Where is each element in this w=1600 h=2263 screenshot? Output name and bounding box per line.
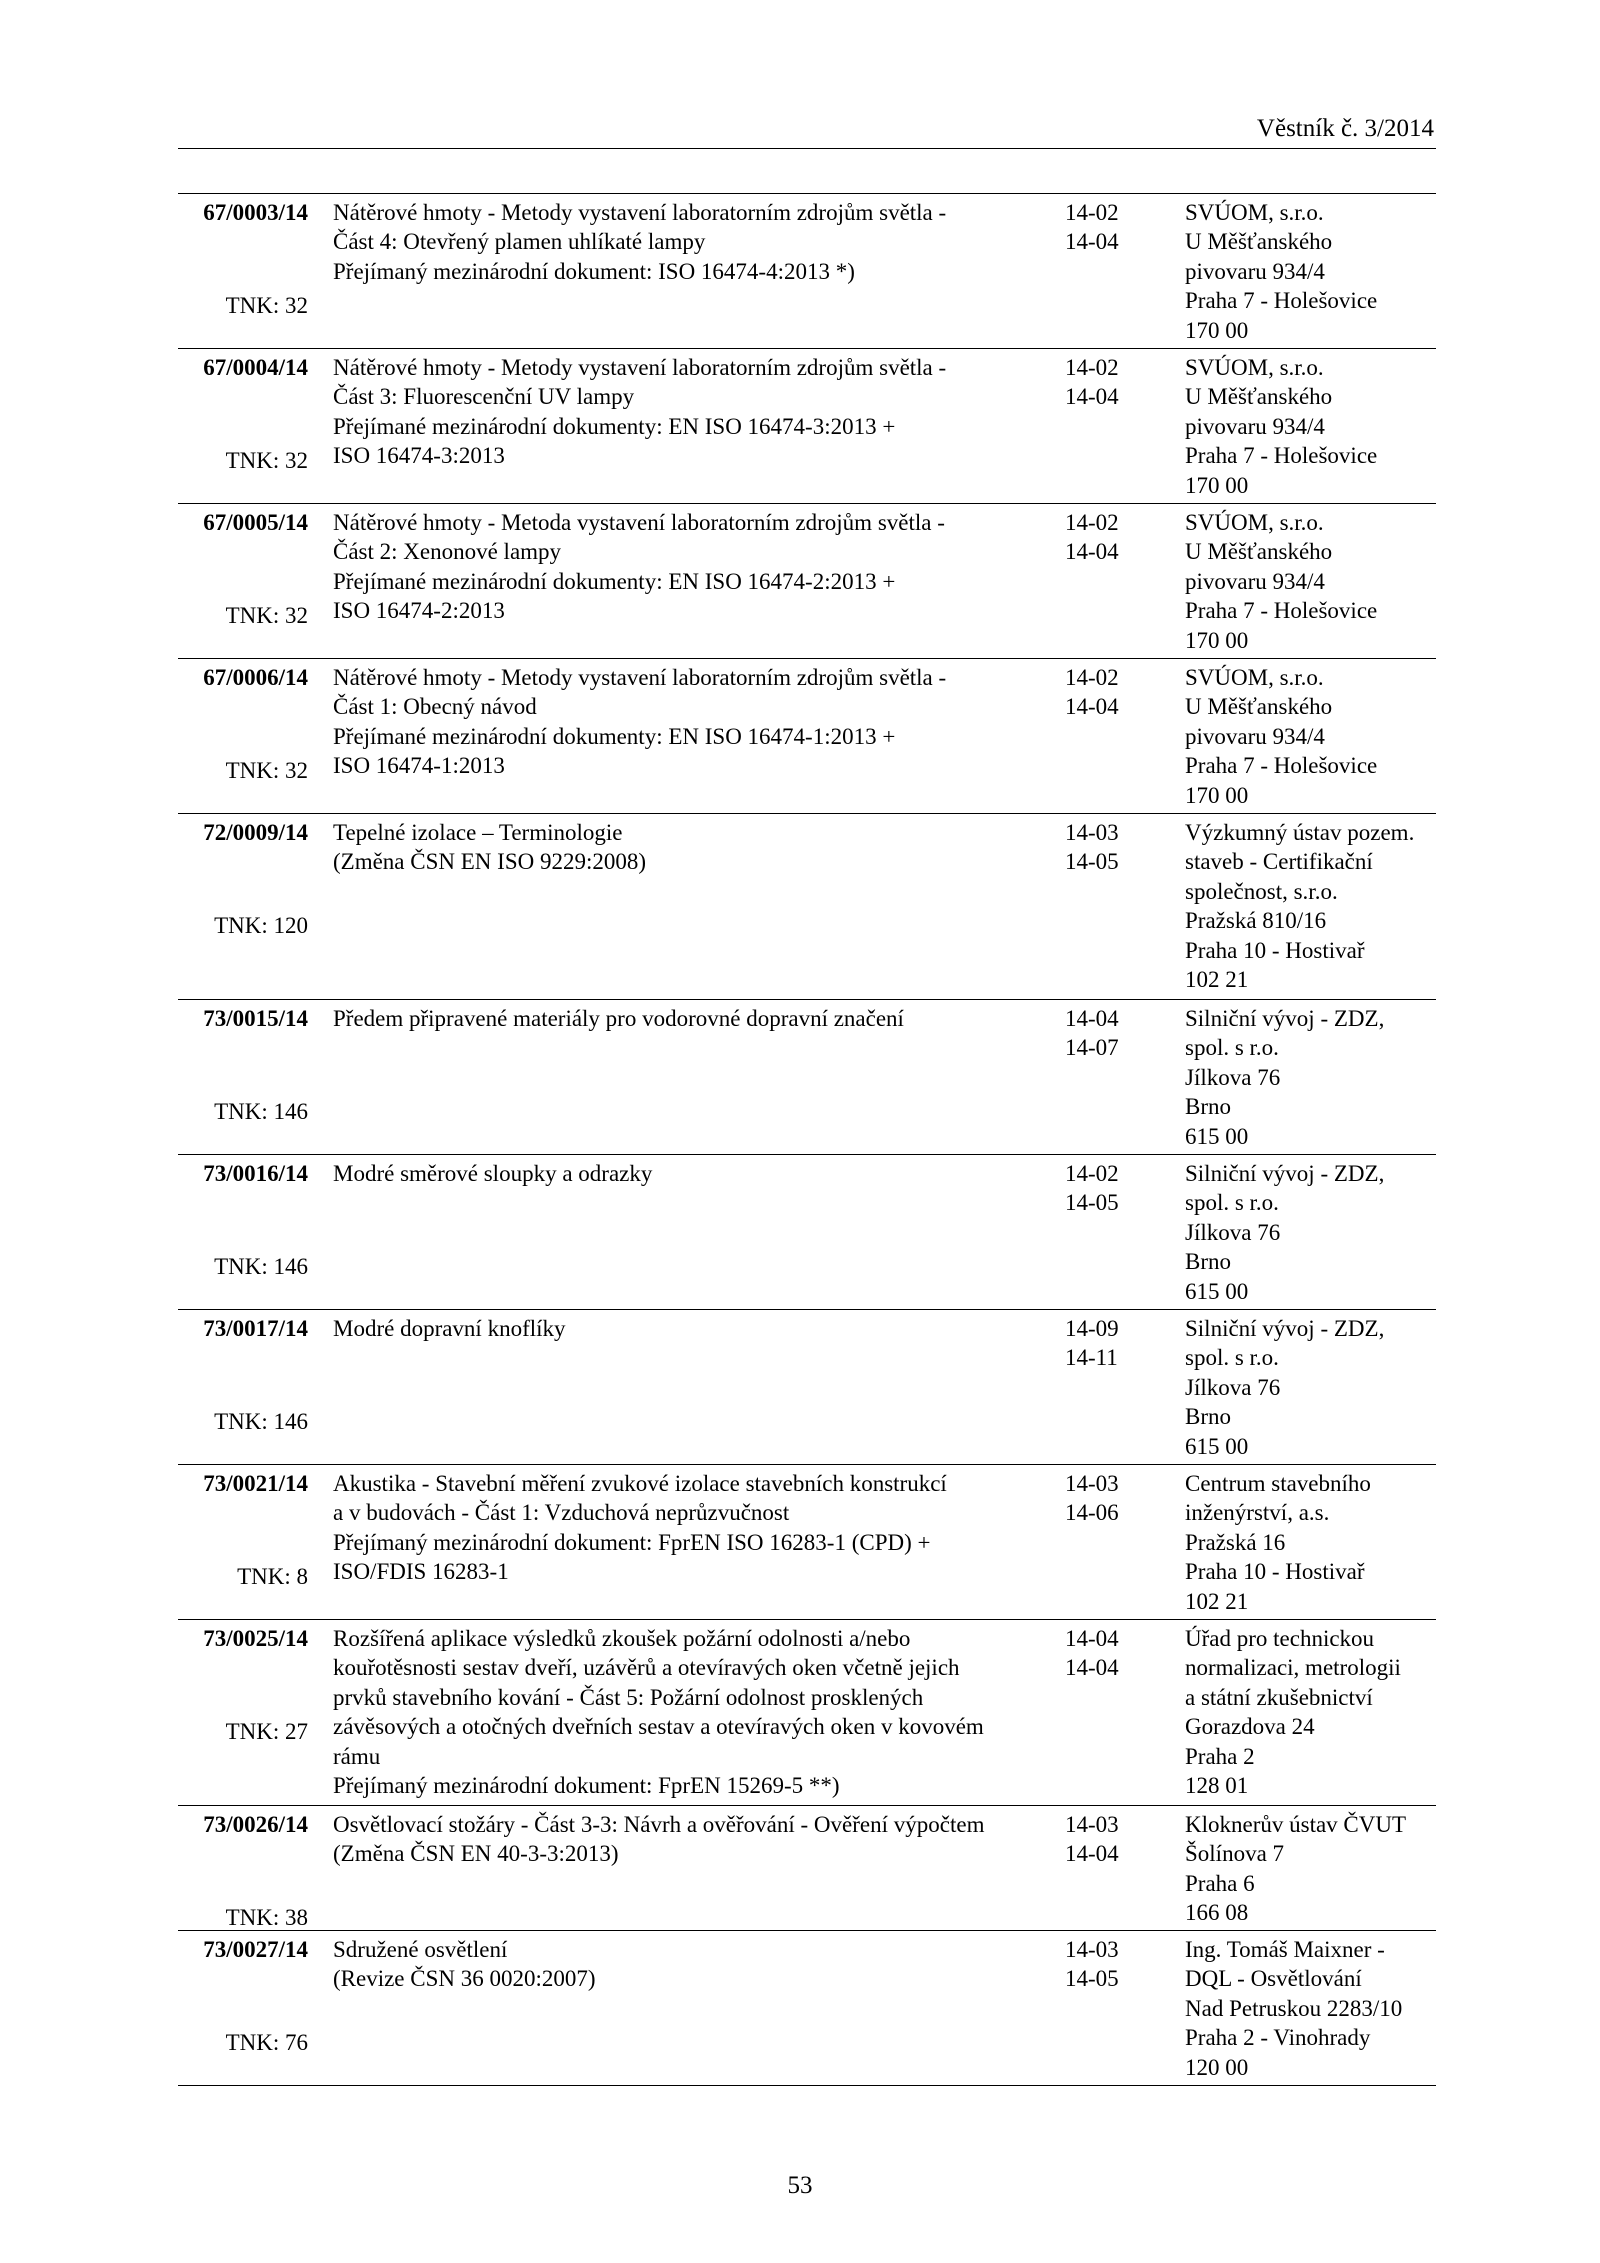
date-value: 14-05 — [1065, 1190, 1119, 1216]
contact-line: Praha 2 — [1185, 1743, 1255, 1769]
code-cell — [178, 508, 308, 628]
title-line: Nátěrové hmoty - Metoda vystavení laboratorním zdrojům světla - — [333, 510, 945, 535]
table-row — [178, 814, 1436, 1000]
title-line: rámu — [333, 1743, 381, 1769]
dates-cell — [1065, 508, 1165, 567]
code-cell — [178, 1159, 308, 1279]
code-cell — [178, 818, 308, 938]
contact-line: pivovaru 934/4 — [1185, 258, 1325, 284]
table-row — [178, 1931, 1436, 2086]
contact-line: Praha 7 - Holešovice — [1185, 443, 1378, 469]
contact-line: U Měšťanského — [1185, 694, 1333, 720]
contact-line: 166 08 — [1185, 1900, 1249, 1926]
dates-cell — [1065, 198, 1165, 257]
date-value: 14-09 — [1065, 1316, 1119, 1341]
title-cell — [333, 1314, 1033, 1343]
title-line: Přejímaný mezinárodní dokument: FprEN 15269-5 **) — [333, 1773, 840, 1799]
contact-line: Praha 10 - Hostivař — [1185, 937, 1365, 963]
title-line: (Revize ČSN 36 0020:2007) — [333, 1966, 596, 1992]
contact-cell — [1185, 1624, 1435, 1800]
tnk-label: TNK: 146 — [214, 1099, 308, 1124]
tnk-label: TNK: 76 — [225, 2030, 308, 2055]
contact-line: Praha 10 - Hostivař — [1185, 1559, 1365, 1585]
dates-cell — [1065, 1314, 1165, 1373]
table-row — [178, 659, 1436, 814]
date-value: 14-04 — [1065, 1006, 1119, 1031]
title-line: (Změna ČSN EN 40-3-3:2013) — [333, 1841, 619, 1867]
contact-cell — [1185, 1159, 1435, 1306]
contact-line: U Měšťanského — [1185, 539, 1333, 565]
table-row — [178, 1465, 1436, 1620]
tnk-label: TNK: 32 — [225, 758, 308, 783]
contact-line: 170 00 — [1185, 317, 1249, 343]
date-value: 14-06 — [1065, 1500, 1119, 1526]
title-line: Sdružené osvětlení — [333, 1937, 508, 1962]
contact-line: Centrum stavebního — [1185, 1471, 1371, 1496]
code-cell — [178, 1624, 308, 1744]
title-cell — [333, 1935, 1033, 1994]
table-row — [178, 1806, 1436, 1931]
title-cell — [333, 1624, 1033, 1800]
dates-cell — [1065, 1624, 1165, 1683]
contact-line: pivovaru 934/4 — [1185, 568, 1325, 594]
title-cell — [333, 198, 1033, 286]
contact-line: inženýrství, a.s. — [1185, 1500, 1330, 1526]
contact-line: 615 00 — [1185, 1278, 1249, 1304]
title-line: Přejímaný mezinárodní dokument: ISO 16474-4:2013 *) — [333, 258, 855, 284]
contact-line: 170 00 — [1185, 782, 1249, 808]
contact-line: Silniční vývoj - ZDZ, — [1185, 1316, 1385, 1341]
title-cell — [333, 1469, 1033, 1587]
contact-line: U Měšťanského — [1185, 229, 1333, 255]
tnk-label: TNK: 146 — [214, 1254, 308, 1279]
date-value: 14-03 — [1065, 1937, 1119, 1962]
dates-cell — [1065, 1935, 1165, 1994]
title-line: závěsových a otočných dveřních sestav a otevíravých oken v kovovém — [333, 1714, 984, 1740]
contact-cell — [1185, 1935, 1435, 2082]
contact-line: SVÚOM, s.r.o. — [1185, 665, 1324, 690]
dates-cell — [1065, 1004, 1165, 1063]
contact-line: DQL - Osvětlování — [1185, 1966, 1362, 1992]
standard-code: 72/0009/14 — [203, 820, 308, 845]
standard-code: 73/0027/14 — [203, 1937, 308, 1962]
contact-line: spol. s r.o. — [1185, 1035, 1279, 1061]
code-cell — [178, 663, 308, 783]
contact-line: pivovaru 934/4 — [1185, 413, 1325, 439]
contact-line: 615 00 — [1185, 1433, 1249, 1459]
contact-line: Kloknerův ústav ČVUT — [1185, 1812, 1407, 1837]
contact-line: spol. s r.o. — [1185, 1190, 1279, 1216]
contact-line: Brno — [1185, 1094, 1231, 1120]
title-line: (Změna ČSN EN ISO 9229:2008) — [333, 849, 647, 875]
code-cell — [178, 1935, 308, 2055]
date-value: 14-02 — [1065, 665, 1119, 690]
title-line: kouřotěsnosti sestav dveří, uzávěrů a otevíravých oken včetně jejich — [333, 1655, 960, 1681]
standard-code: 73/0026/14 — [203, 1812, 308, 1837]
title-line: prvků stavebního kování - Část 5: Požární odolnost prosklených — [333, 1684, 924, 1710]
contact-line: Praha 7 - Holešovice — [1185, 753, 1378, 779]
title-cell — [333, 1004, 1033, 1033]
contact-line: 128 01 — [1185, 1773, 1249, 1799]
title-line: Akustika - Stavební měření zvukové izolace stavebních konstrukcí — [333, 1471, 947, 1496]
code-cell — [178, 198, 308, 318]
contact-line: 102 21 — [1185, 967, 1249, 993]
date-value: 14-04 — [1065, 1655, 1119, 1681]
contact-line: 102 21 — [1185, 1588, 1249, 1614]
contact-cell — [1185, 1810, 1435, 1928]
contact-line: SVÚOM, s.r.o. — [1185, 200, 1324, 225]
title-line: Část 2: Xenonové lampy — [333, 539, 562, 565]
contact-cell — [1185, 818, 1435, 994]
standard-code: 73/0017/14 — [203, 1316, 308, 1341]
contact-line: 170 00 — [1185, 627, 1249, 653]
date-value: 14-04 — [1065, 1626, 1119, 1651]
contact-cell — [1185, 353, 1435, 500]
title-line: Nátěrové hmoty - Metody vystavení laboratorním zdrojům světla - — [333, 355, 947, 380]
dates-cell — [1065, 353, 1165, 412]
page-header — [178, 108, 1436, 149]
table-row — [178, 1310, 1436, 1465]
title-line: Přejímané mezinárodní dokumenty: EN ISO 16474-1:2013 + — [333, 723, 896, 749]
title-line: Nátěrové hmoty - Metody vystavení laboratorním zdrojům světla - — [333, 200, 947, 225]
date-value: 14-04 — [1065, 694, 1119, 720]
code-cell — [178, 353, 308, 473]
contact-line: spol. s r.o. — [1185, 1345, 1279, 1371]
contact-cell — [1185, 198, 1435, 345]
title-line: Část 1: Obecný návod — [333, 694, 537, 720]
title-line: ISO 16474-1:2013 — [333, 753, 505, 779]
title-line: Modré směrové sloupky a odrazky — [333, 1161, 653, 1186]
title-line: ISO/FDIS 16283-1 — [333, 1559, 509, 1585]
contact-line: Praha 7 - Holešovice — [1185, 288, 1378, 314]
tnk-label: TNK: 32 — [225, 448, 308, 473]
contact-line: 120 00 — [1185, 2054, 1249, 2080]
tnk-label: TNK: 32 — [225, 293, 308, 318]
title-cell — [333, 818, 1033, 877]
contact-line: staveb - Certifikační — [1185, 849, 1373, 875]
contact-line: Gorazdova 24 — [1185, 1714, 1315, 1740]
title-line: Přejímané mezinárodní dokumenty: EN ISO 16474-2:2013 + — [333, 568, 896, 594]
contact-line: Jílkova 76 — [1185, 1219, 1281, 1245]
date-value: 14-11 — [1065, 1345, 1118, 1371]
code-cell — [178, 1810, 308, 1930]
table-row — [178, 194, 1436, 349]
journal-title: Věstník č. 3/2014 — [1256, 115, 1434, 142]
title-cell — [333, 508, 1033, 626]
title-cell — [333, 1159, 1033, 1188]
title-line: Modré dopravní knoflíky — [333, 1316, 566, 1341]
title-line: Tepelné izolace – Terminologie — [333, 820, 623, 845]
contact-line: Brno — [1185, 1404, 1231, 1430]
dates-cell — [1065, 818, 1165, 877]
tnk-label: TNK: 146 — [214, 1409, 308, 1434]
title-cell — [333, 663, 1033, 781]
title-cell — [333, 353, 1033, 471]
dates-cell — [1065, 1159, 1165, 1218]
date-value: 14-03 — [1065, 820, 1119, 845]
title-line: a v budovách - Část 1: Vzduchová neprůzvučnost — [333, 1500, 790, 1526]
table-row — [178, 504, 1436, 659]
tnk-label: TNK: 27 — [225, 1719, 308, 1744]
table-row — [178, 1000, 1436, 1155]
date-value: 14-02 — [1065, 200, 1119, 225]
contact-line: pivovaru 934/4 — [1185, 723, 1325, 749]
contact-line: společnost, s.r.o. — [1185, 878, 1338, 904]
contact-line: Praha 7 - Holešovice — [1185, 598, 1378, 624]
contact-line: Šolínova 7 — [1185, 1841, 1285, 1867]
dates-cell — [1065, 1469, 1165, 1528]
contact-cell — [1185, 1004, 1435, 1151]
contact-cell — [1185, 1469, 1435, 1616]
title-line: ISO 16474-2:2013 — [333, 598, 505, 624]
title-line: Nátěrové hmoty - Metody vystavení laboratorním zdrojům světla - — [333, 665, 947, 690]
tnk-label: TNK: 38 — [225, 1905, 308, 1930]
dates-cell — [1065, 663, 1165, 722]
standard-code: 73/0016/14 — [203, 1161, 308, 1186]
contact-line: Brno — [1185, 1249, 1231, 1275]
tnk-label: TNK: 120 — [214, 913, 308, 938]
date-value: 14-05 — [1065, 849, 1119, 875]
dates-cell — [1065, 1810, 1165, 1869]
contact-cell — [1185, 1314, 1435, 1461]
date-value: 14-07 — [1065, 1035, 1119, 1061]
title-line: Přejímané mezinárodní dokumenty: EN ISO 16474-3:2013 + — [333, 413, 896, 439]
date-value: 14-02 — [1065, 510, 1119, 535]
title-line: ISO 16474-3:2013 — [333, 443, 505, 469]
standard-code: 67/0006/14 — [203, 665, 308, 690]
date-value: 14-04 — [1065, 384, 1119, 410]
contact-line: Pražská 16 — [1185, 1529, 1286, 1555]
title-line: Část 3: Fluorescenční UV lampy — [333, 384, 635, 410]
title-line: Přejímaný mezinárodní dokument: FprEN ISO 16283-1 (CPD) + — [333, 1529, 931, 1555]
contact-line: Ing. Tomáš Maixner - — [1185, 1937, 1385, 1962]
date-value: 14-02 — [1065, 1161, 1119, 1186]
date-value: 14-02 — [1065, 355, 1119, 380]
title-line: Předem připravené materiály pro vodorovné dopravní značení — [333, 1006, 904, 1031]
contact-line: 170 00 — [1185, 472, 1249, 498]
tnk-label: TNK: 32 — [225, 603, 308, 628]
contact-cell — [1185, 508, 1435, 655]
contact-line: 615 00 — [1185, 1123, 1249, 1149]
contact-cell — [1185, 663, 1435, 810]
standard-code: 73/0021/14 — [203, 1471, 308, 1496]
standards-table — [178, 193, 1436, 2086]
contact-line: SVÚOM, s.r.o. — [1185, 510, 1324, 535]
date-value: 14-03 — [1065, 1471, 1119, 1496]
date-value: 14-05 — [1065, 1966, 1119, 1992]
contact-line: Silniční vývoj - ZDZ, — [1185, 1161, 1385, 1186]
contact-line: Jílkova 76 — [1185, 1064, 1281, 1090]
contact-line: U Měšťanského — [1185, 384, 1333, 410]
contact-line: Praha 6 — [1185, 1870, 1255, 1896]
standard-code: 73/0015/14 — [203, 1006, 308, 1031]
contact-line: Úřad pro technickou — [1185, 1626, 1375, 1651]
code-cell — [178, 1004, 308, 1124]
standard-code: 73/0025/14 — [203, 1626, 308, 1651]
standard-code: 67/0005/14 — [203, 510, 308, 535]
standard-code: 67/0003/14 — [203, 200, 308, 225]
contact-line: Praha 2 - Vinohrady — [1185, 2025, 1371, 2051]
table-row — [178, 1155, 1436, 1310]
contact-line: Nad Petruskou 2283/10 — [1185, 1995, 1403, 2021]
contact-line: normalizaci, metrologii — [1185, 1655, 1401, 1681]
page-number: 53 — [787, 2172, 813, 2199]
tnk-label: TNK: 8 — [237, 1564, 308, 1589]
title-line: Osvětlovací stožáry - Část 3-3: Návrh a ověřování - Ověření výpočtem — [333, 1812, 985, 1837]
title-line: Rozšířená aplikace výsledků zkoušek požární odolnosti a/nebo — [333, 1626, 911, 1651]
date-value: 14-03 — [1065, 1812, 1119, 1837]
table-row — [178, 1620, 1436, 1806]
contact-line: Jílkova 76 — [1185, 1374, 1281, 1400]
code-cell — [178, 1469, 308, 1589]
table-row — [178, 349, 1436, 504]
code-cell — [178, 1314, 308, 1434]
contact-line: Výzkumný ústav pozem. — [1185, 820, 1415, 845]
contact-line: Pražská 810/16 — [1185, 908, 1327, 934]
date-value: 14-04 — [1065, 539, 1119, 565]
title-line: Část 4: Otevřený plamen uhlíkaté lampy — [333, 229, 706, 255]
date-value: 14-04 — [1065, 1841, 1119, 1867]
contact-line: SVÚOM, s.r.o. — [1185, 355, 1324, 380]
title-cell — [333, 1810, 1033, 1869]
date-value: 14-04 — [1065, 229, 1119, 255]
contact-line: Silniční vývoj - ZDZ, — [1185, 1006, 1385, 1031]
standard-code: 67/0004/14 — [203, 355, 308, 380]
contact-line: a státní zkušebnictví — [1185, 1684, 1373, 1710]
